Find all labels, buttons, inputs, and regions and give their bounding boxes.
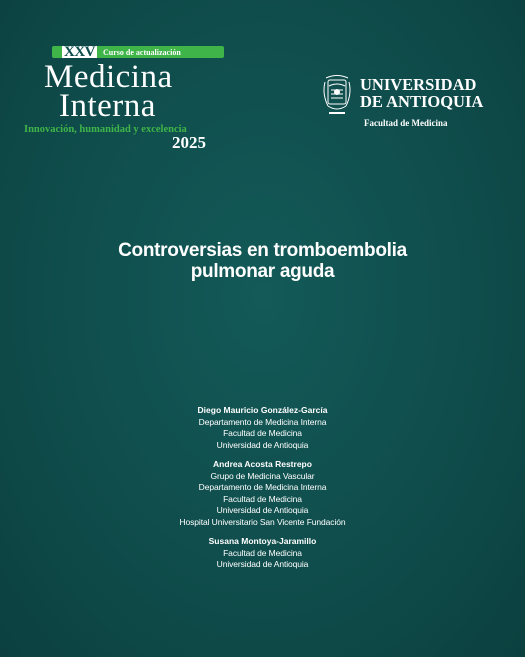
author-affiliation: Universidad de Antioquia [216,439,309,450]
university-name [360,76,483,110]
course-subtitle: Curso de actualización [103,47,181,57]
course-year: 2025 [172,133,206,152]
university-faculty: Facultad de Medicina [364,118,448,128]
author-affiliation: Facultad de Medicina [223,547,302,558]
document-title-line1: Controversias en tromboembolia [118,240,407,261]
author-name: Diego Mauricio González-García [197,405,328,415]
author-block [0,405,525,451]
author-affiliation: Universidad de Antioquia [216,505,309,515]
document-title [0,240,525,282]
author-affiliation: Facultad de Medicina [223,493,302,504]
course-title-line1: Medicina [44,59,173,95]
university-logo [320,72,510,132]
document-title-line2: pulmonar aguda [190,261,335,282]
author-list [0,405,525,579]
university-name-line1: UNIVERSIDAD [360,75,477,94]
author-block [0,459,525,528]
author-affiliation: Departamento de Medicina Interna [198,482,327,492]
university-seal-icon [320,72,354,118]
author-affiliation: Universidad de Antioquia [216,559,309,569]
university-name-line2: DE ANTIOQUIA [360,92,484,111]
author-affiliation: Hospital Universitario San Vicente Fundación [179,516,346,527]
course-title-line2: Interna [59,88,156,124]
course-banner [52,46,224,58]
author-affiliation: Grupo de Medicina Vascular [210,470,315,481]
author-block [0,536,525,571]
course-tagline: Innovación, humanidad y excelencia [24,124,187,135]
course-edition: XXV [64,44,95,60]
author-affiliation: Departamento de Medicina Interna [198,416,327,427]
author-name: Andrea Acosta Restrepo [213,459,312,469]
author-name: Susana Montoya-Jaramillo [208,536,317,546]
author-affiliation: Facultad de Medicina [223,428,302,438]
